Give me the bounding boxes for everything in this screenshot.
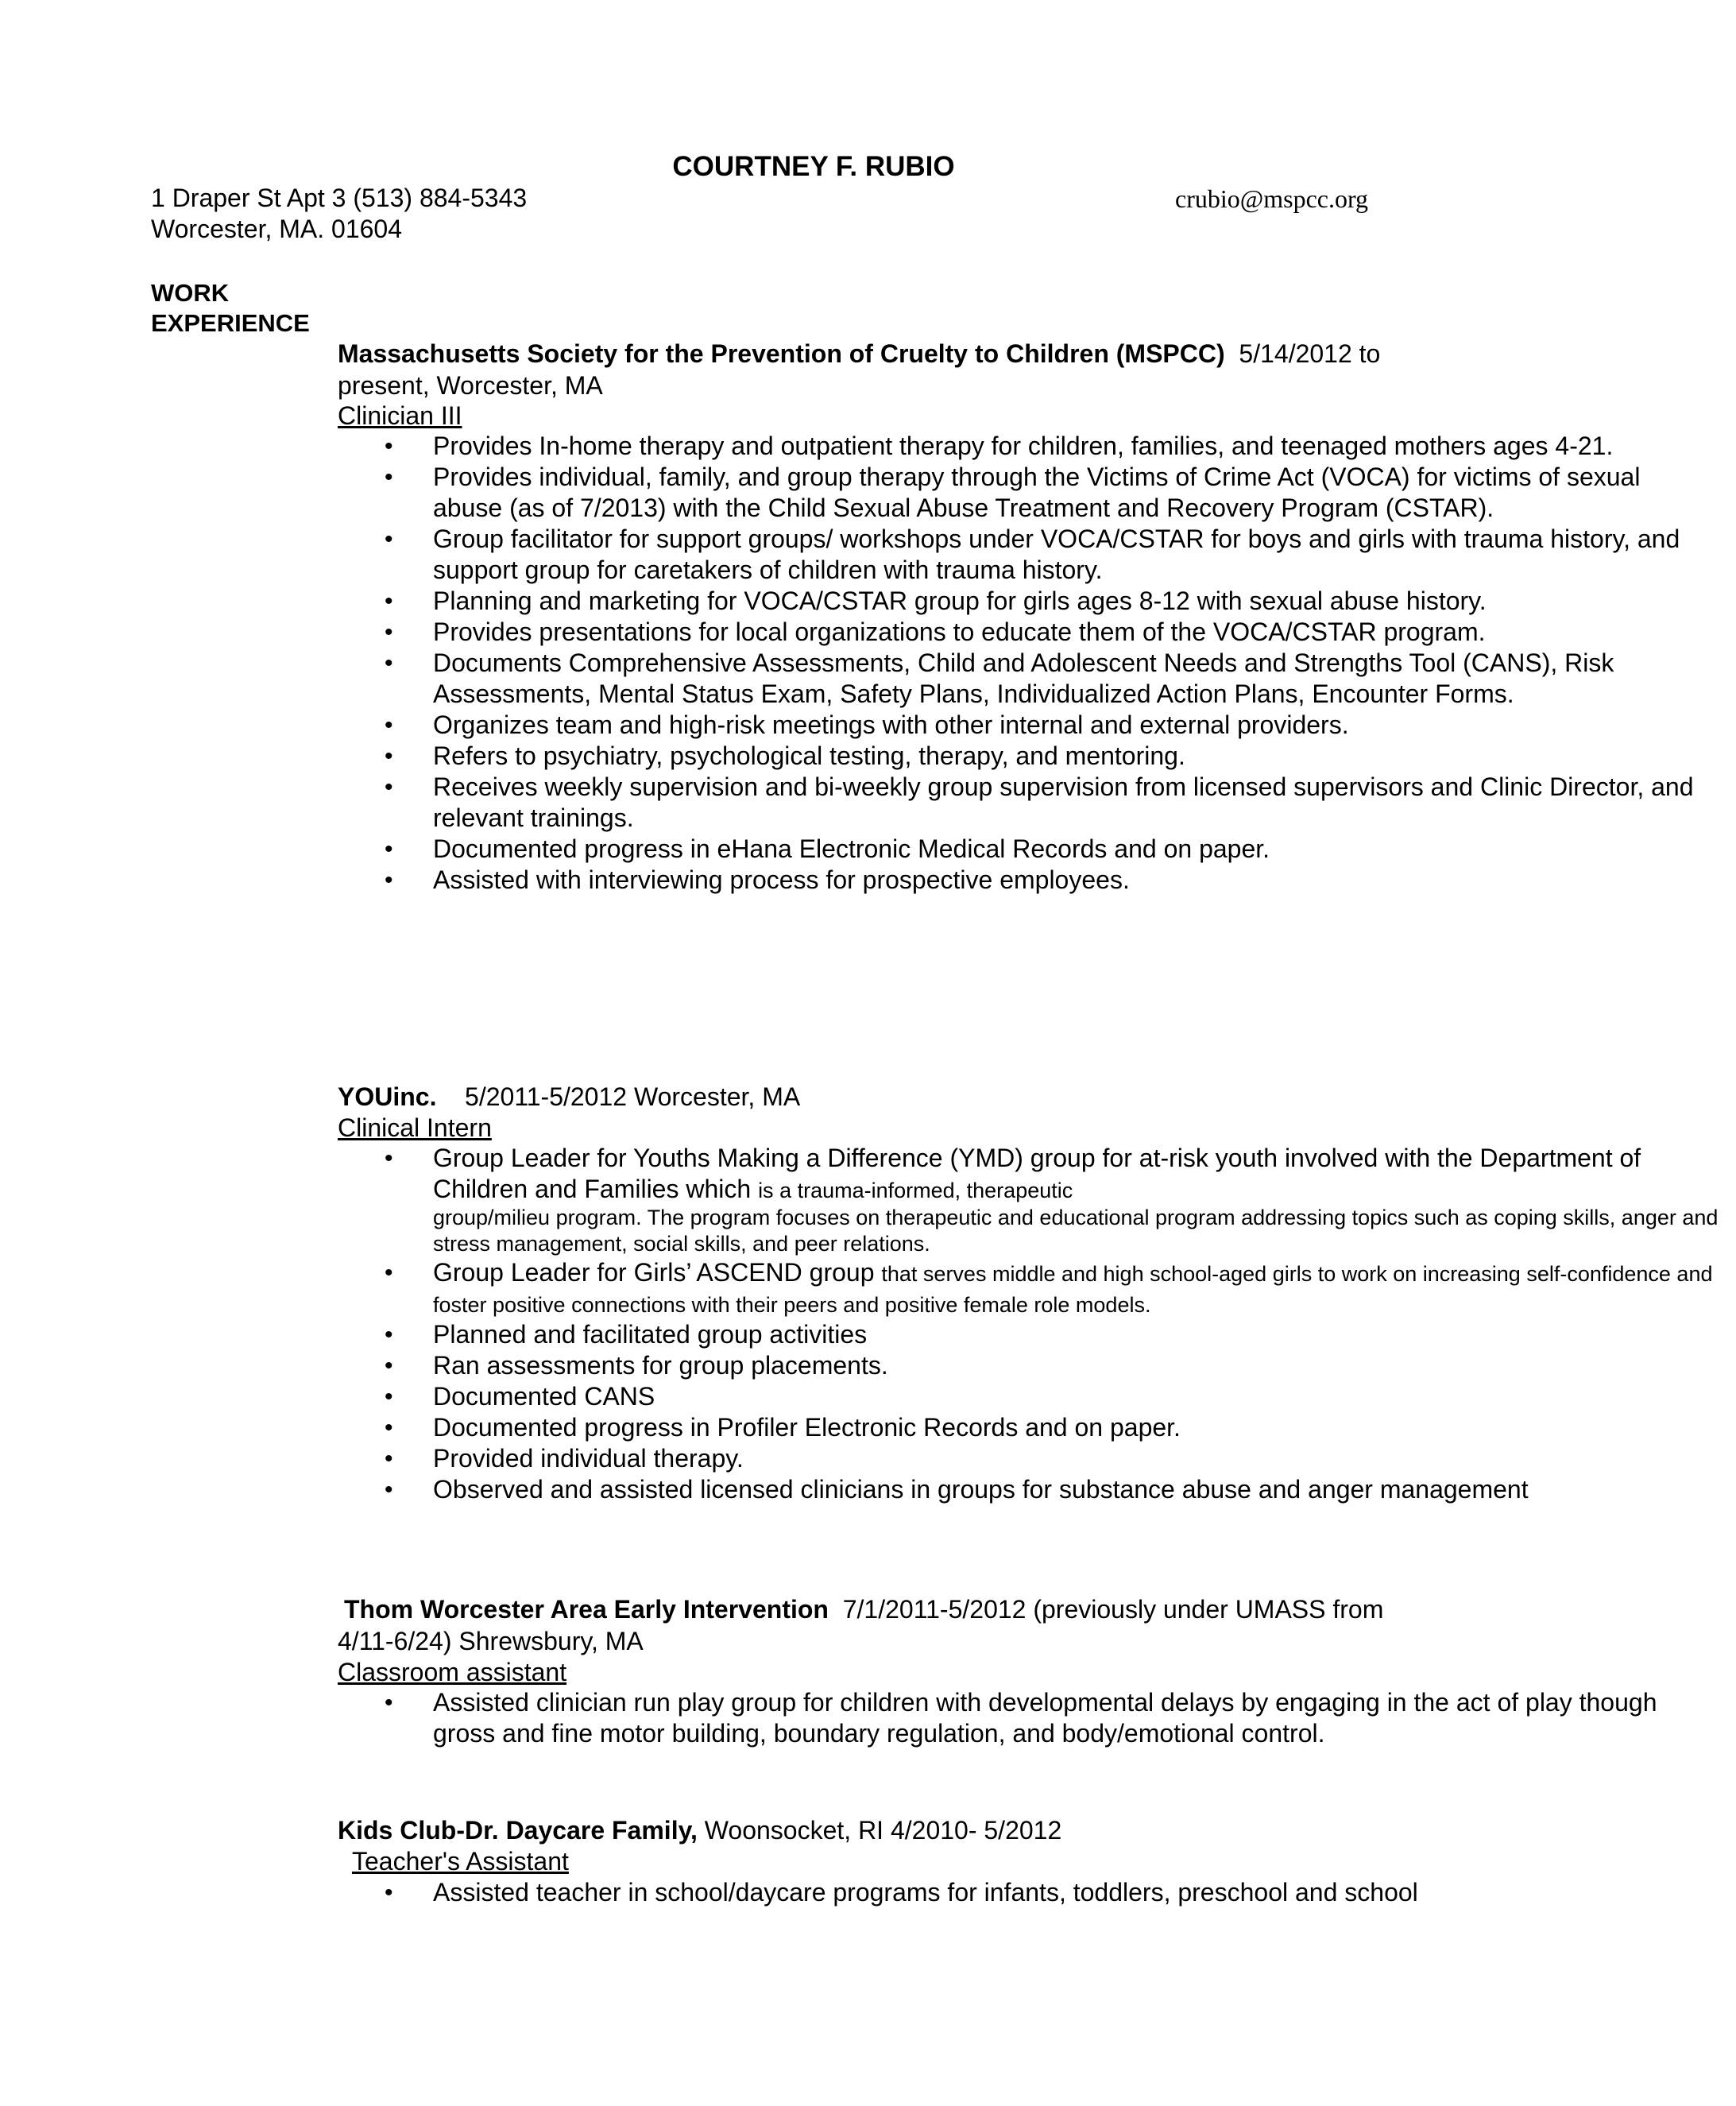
address-line-2: Worcester, MA. 01604 <box>151 215 402 243</box>
job-heading-thom-worcester <box>344 1593 1383 1625</box>
list-item: • Organizes team and high-risk meetings with other internal and external providers. <box>338 710 1704 741</box>
job-details: 7/1/2011-5/2012 (previously under UMASS from <box>842 1595 1384 1624</box>
mspcc-duties-list <box>338 431 1704 896</box>
thom-duties-list <box>338 1687 1704 1749</box>
job-role: Teacher's Assistant <box>352 1847 569 1876</box>
job-details-line-2: 4/11-6/24) Shrewsbury, MA <box>338 1627 644 1655</box>
org-name: Massachusetts Society for the Prevention of Cruelty to Children (MSPCC) <box>338 339 1225 368</box>
section-title-line-1: WORK <box>151 279 230 307</box>
list-item: • Observed and assisted licensed clinicians in groups for substance abuse and anger management <box>338 1474 1736 1505</box>
list-item: • Assisted with interviewing process for prospective employees. <box>338 865 1704 896</box>
org-name: Thom Worcester Area Early Intervention <box>344 1595 829 1624</box>
youinc-duties-list <box>338 1143 1736 1505</box>
bullet-text: Group Leader for Youths Making a Difference (YMD) group for at-risk youth involved with the Department of Children and Families which <box>433 1144 1641 1203</box>
list-item: • Provides In-home therapy and outpatient therapy for children, families, and teenaged mothers ages 4-21. <box>338 431 1704 462</box>
list-item: • Documented CANS <box>338 1381 1736 1412</box>
bullet-text-small: is a trauma-informed, therapeutic <box>758 1179 1073 1202</box>
list-item: • Assisted clinician run play group for children with developmental delays by engaging in the act of play though gross and fine motor building, boundary regulation, and body/emotional control. <box>338 1687 1704 1749</box>
section-title-work-experience <box>151 278 310 339</box>
list-item: • Assisted teacher in school/daycare programs for infants, toddlers, preschool and school <box>338 1877 1704 1908</box>
job-role: Clinical Intern <box>338 1113 492 1142</box>
list-item: • Receives weekly supervision and bi-weekly group supervision from licensed supervisors and Clinic Director, and relevant trainings. <box>338 772 1704 834</box>
candidate-name: COURTNEY F. RUBIO <box>672 151 955 182</box>
job-dates: 5/14/2012 to <box>1239 339 1381 368</box>
section-title-line-2: EXPERIENCE <box>151 309 310 337</box>
bullet-text: Group Leader for Girls’ ASCEND group <box>433 1258 875 1287</box>
job-location: present, Worcester, MA <box>338 371 603 400</box>
job-heading-mspcc <box>338 338 1380 370</box>
org-name: YOUinc. <box>338 1082 437 1111</box>
job-heading-kids-club <box>338 1814 1061 1846</box>
email: crubio@mspcc.org <box>1175 184 1369 213</box>
list-item: • Ran assessments for group placements. <box>338 1350 1736 1381</box>
kids-club-duties-list <box>338 1877 1704 1908</box>
org-name: Kids Club-Dr. Daycare Family, <box>338 1816 698 1845</box>
list-item: • Documented progress in eHana Electronic Medical Records and on paper. <box>338 834 1704 865</box>
list-item: • Group facilitator for support groups/ workshops under VOCA/CSTAR for boys and girls with trauma history, and support group for caretakers of children with trauma history. <box>338 524 1704 586</box>
bullet-text-small: that serves middle and high school-aged girls to work on increasing self-confidence and foster positive connections with their peers and positive female role models. <box>433 1262 1713 1317</box>
list-item: • Provided individual therapy. <box>338 1443 1736 1474</box>
list-item: • Documents Comprehensive Assessments, Child and Adolescent Needs and Strengths Tool (CANS), Risk Assessments, Mental Status Exam, Safety Plans, Individualized Action Plans, Encounter Forms. <box>338 648 1704 710</box>
job-details: 5/2011-5/2012 Worcester, MA <box>465 1082 801 1111</box>
job-heading-youinc <box>338 1081 800 1113</box>
address-line-1: 1 Draper St Apt 3 (513) 884-5343 <box>151 184 528 212</box>
list-item: • Planning and marketing for VOCA/CSTAR group for girls ages 8-12 with sexual abuse history. <box>338 586 1704 617</box>
job-role: Clinician III <box>338 401 462 430</box>
job-role: Classroom assistant <box>338 1658 567 1686</box>
list-item <box>338 1257 1736 1319</box>
list-item: • Refers to psychiatry, psychological testing, therapy, and mentoring. <box>338 741 1704 772</box>
list-item: • Provides presentations for local organizations to educate them of the VOCA/CSTAR program. <box>338 617 1704 648</box>
list-item: • Provides individual, family, and group therapy through the Victims of Crime Act (VOCA) for victims of sexual abuse (as of 7/2013) with the Child Sexual Abuse Treatment and Recovery Program (CSTAR). <box>338 462 1704 524</box>
job-details: Woonsocket, RI 4/2010- 5/2012 <box>704 1816 1062 1845</box>
list-item: • Documented progress in Profiler Electronic Records and on paper. <box>338 1412 1736 1443</box>
bullet-text-small: group/milieu program. The program focuses on therapeutic and educational program addressing topics such as coping skills, anger and stress management, social skills, and peer relations. <box>433 1206 1719 1256</box>
list-item <box>338 1143 1736 1257</box>
list-item: • Planned and facilitated group activities <box>338 1319 1736 1350</box>
